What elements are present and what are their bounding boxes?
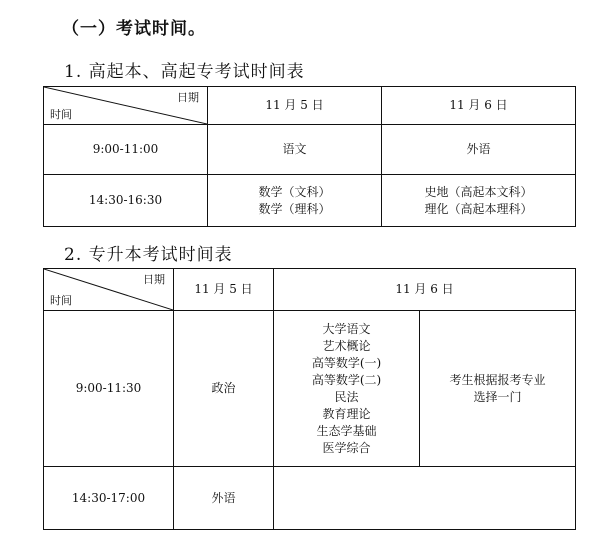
table2-heading: 2. 专升本考试时间表	[64, 245, 233, 265]
subject-item: 民法	[334, 389, 359, 404]
table2-row2-time: 14:30-17:00	[44, 467, 174, 530]
subject-item: 教育理论	[322, 406, 371, 421]
table1-date1: 11 月 5 日	[208, 87, 382, 125]
table-row	[44, 175, 576, 227]
subject-item: 数学（文科）	[258, 184, 331, 199]
subject-item: 艺术概论	[322, 338, 371, 353]
note-line: 选择一门	[473, 389, 522, 404]
table1-corner-time-label: 时间	[50, 108, 72, 121]
subject-item: 数学（理科）	[258, 201, 331, 216]
table2-corner-date-label: 日期	[143, 273, 165, 286]
table2-row1-note	[420, 311, 576, 467]
subject-item: 大学语文	[322, 321, 371, 336]
table2-corner-cell	[44, 269, 174, 311]
table2-row1-time: 9:00-11:30	[44, 311, 174, 467]
table1-date2: 11 月 6 日	[382, 87, 576, 125]
table1-header-row	[44, 87, 576, 125]
table-row	[44, 125, 576, 175]
table2-row1-subjects	[274, 311, 420, 467]
table1-corner-cell	[44, 87, 208, 125]
table1-row2-time: 14:30-16:30	[44, 175, 208, 227]
table2-corner-time-label: 时间	[50, 294, 72, 307]
subject-item: 高等数学(一)	[311, 355, 382, 370]
table1-row2-day1	[208, 175, 382, 227]
table1-heading: 1. 高起本、高起专考试时间表	[64, 62, 305, 82]
table2-date2: 11 月 6 日	[274, 269, 576, 311]
table1-corner-date-label: 日期	[177, 91, 199, 104]
table-row	[44, 467, 576, 530]
table2-header-row	[44, 269, 576, 311]
table2-row2-day1: 外语	[174, 467, 274, 530]
note-line: 考生根据报考专业	[449, 372, 546, 387]
table2-schedule	[43, 268, 576, 530]
subject-item: 史地（高起本文科）	[424, 184, 533, 199]
table1-row1-day2: 外语	[382, 125, 576, 175]
subject-item: 医学综合	[322, 440, 371, 455]
table1-schedule	[43, 86, 576, 227]
section-heading: （一）考试时间。	[62, 19, 206, 39]
table2-date1: 11 月 5 日	[174, 269, 274, 311]
table1-row1-time: 9:00-11:00	[44, 125, 208, 175]
table2-row2-day2-empty	[274, 467, 576, 530]
table-row	[44, 311, 576, 467]
table2-row1-day1: 政治	[174, 311, 274, 467]
subject-item: 生态学基础	[316, 423, 377, 438]
subject-item: 高等数学(二)	[311, 372, 382, 387]
table1-row1-day1: 语文	[208, 125, 382, 175]
table1-row2-day2	[382, 175, 576, 227]
subject-item: 理化（高起本理科）	[424, 201, 533, 216]
